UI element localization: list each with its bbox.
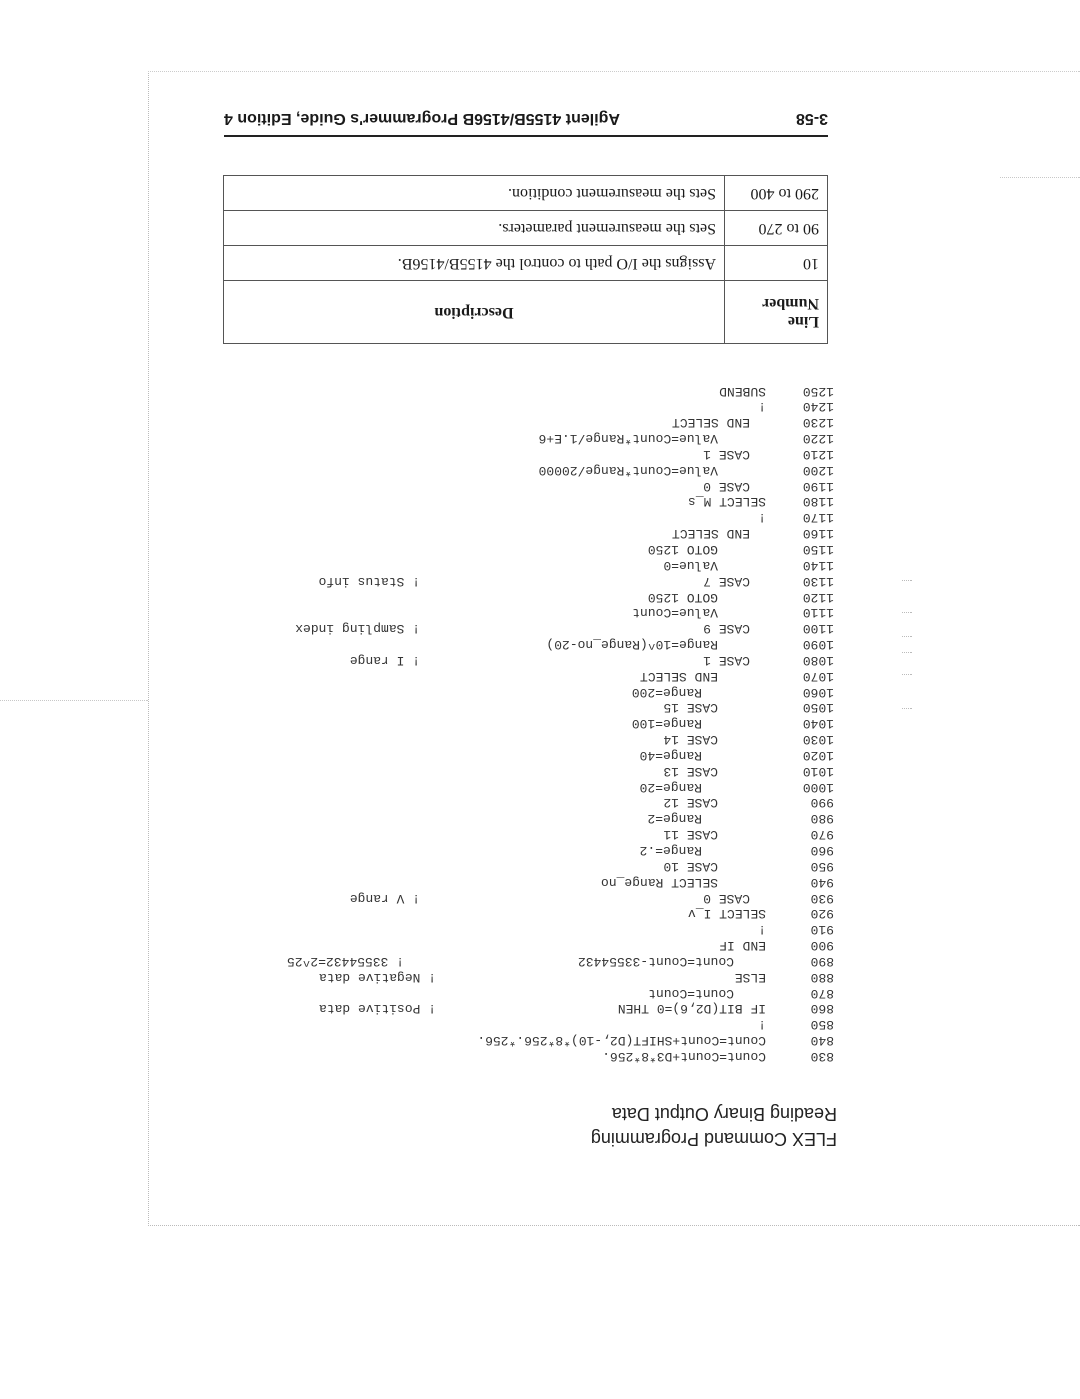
code-line-number: 880	[810, 969, 834, 985]
code-line-number: 1100	[802, 621, 834, 637]
code-comment	[194, 985, 404, 1001]
table-row	[224, 246, 828, 281]
code-line-number: 1180	[802, 494, 834, 510]
code-comment	[194, 525, 420, 541]
code-line-number: 950	[810, 858, 834, 874]
code-statement: END SELECT	[639, 668, 718, 684]
code-comment	[194, 874, 388, 890]
code-statement: Range=.2	[639, 843, 702, 859]
section-title: Reading Binary Output Data	[611, 1104, 837, 1124]
code-line	[194, 557, 834, 573]
code-line-number: 940	[810, 874, 834, 890]
code-statement: END IF	[719, 938, 766, 954]
code-line	[194, 525, 834, 541]
page-number: 3-58	[795, 110, 828, 127]
code-line	[194, 921, 834, 937]
code-line	[194, 906, 834, 922]
code-comment	[194, 700, 388, 716]
code-line	[194, 763, 834, 779]
code-line	[194, 684, 834, 700]
code-line	[194, 383, 834, 399]
code-comment	[194, 937, 436, 953]
code-line	[194, 826, 834, 842]
code-statement: Range=200	[631, 684, 702, 700]
code-line	[194, 462, 834, 478]
code-line-number: 980	[810, 811, 834, 827]
code-line	[194, 573, 834, 589]
code-line	[194, 969, 834, 985]
code-comment	[194, 446, 420, 462]
code-statement: SELECT I_v	[687, 906, 766, 922]
code-statement: ELSE	[734, 969, 766, 985]
code-line	[194, 509, 834, 525]
code-statement: CASE 7	[703, 573, 750, 589]
code-line	[194, 700, 834, 716]
code-line	[194, 1016, 834, 1032]
code-statement: Count=Count+SHIFT(D2,-10)*8*256.*256.	[477, 1033, 766, 1049]
code-line	[194, 1032, 834, 1048]
code-statement: CASE 1	[703, 446, 750, 462]
code-statement: CASE 12	[663, 795, 718, 811]
code-statement: !	[758, 510, 766, 526]
code-statement: Value=Count*Range/1.E+6	[538, 431, 718, 447]
code-comment: ! 33554432=2^25	[286, 953, 404, 969]
code-line	[194, 1001, 834, 1017]
code-statement: CASE 1	[703, 652, 750, 668]
code-line-number: 850	[810, 1017, 834, 1033]
code-statement: SELECT M_s	[687, 494, 766, 510]
code-line-number: 1080	[802, 652, 834, 668]
code-comment	[194, 541, 388, 557]
code-statement: GOTO 1250	[647, 589, 718, 605]
code-comment	[194, 636, 388, 652]
line-number-header: Line Number	[725, 281, 828, 344]
code-comment	[194, 1032, 436, 1048]
code-statement: CASE 10	[663, 858, 718, 874]
code-line-number: 870	[810, 985, 834, 1001]
code-comment	[194, 795, 388, 811]
code-comment: ! Status info	[318, 573, 420, 589]
code-statement: SELECT Range_no	[600, 874, 718, 890]
code-comment	[194, 811, 372, 827]
code-line-number: 1140	[802, 557, 834, 573]
code-line-number: 910	[810, 922, 834, 938]
code-line-number: 920	[810, 906, 834, 922]
description-cell: Sets the measurement condition.	[224, 176, 725, 211]
code-statement: CASE 14	[663, 732, 718, 748]
code-line-number: 900	[810, 938, 834, 954]
code-statement: SUBEND	[719, 383, 766, 399]
code-comment	[194, 826, 388, 842]
code-comment	[194, 494, 436, 510]
code-line-number: 860	[810, 1001, 834, 1017]
scan-specks	[892, 569, 912, 709]
code-line	[194, 731, 834, 747]
table-row	[224, 176, 828, 211]
code-line-number: 1130	[802, 573, 834, 589]
code-comment	[194, 779, 372, 795]
code-comment	[194, 509, 436, 525]
code-comment: ! Negative data	[318, 969, 436, 985]
code-comment	[194, 906, 436, 922]
code-line-number: 1210	[802, 446, 834, 462]
code-line	[194, 430, 834, 446]
code-statement: !	[758, 399, 766, 415]
code-comment	[194, 399, 436, 415]
code-comment	[194, 414, 420, 430]
code-comment	[194, 731, 388, 747]
code-line	[194, 668, 834, 684]
code-comment	[194, 747, 372, 763]
code-statement: !	[758, 1017, 766, 1033]
code-line-number: 1040	[802, 716, 834, 732]
line-number-cell: 290 to 400	[725, 176, 828, 211]
code-comment	[194, 668, 388, 684]
code-line-number: 1000	[802, 779, 834, 795]
code-comment	[194, 557, 388, 573]
code-statement: END SELECT	[671, 415, 750, 431]
code-comment	[194, 715, 372, 731]
code-statement: IF BIT(D2,6)=0 THEN	[617, 1001, 766, 1017]
code-comment	[194, 383, 436, 399]
code-line	[194, 953, 834, 969]
description-cell: Sets the measurement parameters.	[224, 211, 725, 246]
line-number-cell: 90 to 270	[725, 211, 828, 246]
code-line-number: 1120	[802, 589, 834, 605]
code-line	[194, 605, 834, 621]
code-comment: ! I range	[349, 652, 420, 668]
line-number-cell: 10	[725, 246, 828, 281]
code-comment	[194, 858, 388, 874]
code-statement: CASE 9	[703, 621, 750, 637]
code-statement: CASE 13	[663, 763, 718, 779]
code-line	[194, 541, 834, 557]
code-line	[194, 1048, 834, 1064]
code-line	[194, 747, 834, 763]
code-statement: CASE 0	[703, 890, 750, 906]
stray-line	[0, 700, 148, 701]
code-line-number: 830	[810, 1049, 834, 1064]
code-line	[194, 874, 834, 890]
code-comment	[194, 684, 372, 700]
code-line	[194, 494, 834, 510]
code-line-number: 1160	[802, 526, 834, 542]
code-comment	[194, 1016, 436, 1032]
code-line-number: 1200	[802, 462, 834, 478]
code-statement: END SELECT	[671, 526, 750, 542]
code-line	[194, 478, 834, 494]
code-line	[194, 937, 834, 953]
code-line-number: 840	[810, 1033, 834, 1049]
code-line	[194, 620, 834, 636]
footer-rule	[224, 135, 828, 137]
code-line-number: 1030	[802, 732, 834, 748]
code-comment: ! V range	[349, 890, 420, 906]
code-line-number: 1190	[802, 478, 834, 494]
code-comment	[194, 478, 420, 494]
code-line	[194, 842, 834, 858]
code-line-number: 1060	[802, 684, 834, 700]
code-line-number: 970	[810, 827, 834, 843]
code-line-number: 1240	[802, 399, 834, 415]
code-statement: Range=2	[647, 811, 702, 827]
code-line	[194, 779, 834, 795]
code-statement: Value=Count*Range/20000	[538, 462, 718, 478]
code-line-number: 960	[810, 843, 834, 859]
code-statement: Count=Count+D3*8*256.	[602, 1049, 766, 1064]
frame-top-line	[148, 1225, 1080, 1226]
code-listing	[194, 383, 834, 1064]
frame-bottom-line	[148, 71, 1080, 72]
code-statement: Range=100	[631, 716, 702, 732]
code-statement: Count=Count	[648, 985, 734, 1001]
code-line-number: 1170	[802, 510, 834, 526]
code-comment	[194, 430, 388, 446]
code-line-number: 1250	[802, 383, 834, 399]
code-line	[194, 446, 834, 462]
code-line	[194, 414, 834, 430]
table-header-row	[224, 281, 828, 344]
code-statement: CASE 11	[663, 827, 718, 843]
stray-line	[1000, 177, 1080, 178]
description-cell: Assigns the I/O path to control the 4155B/4156B.	[224, 246, 725, 281]
code-line	[194, 985, 834, 1001]
code-comment	[194, 605, 388, 621]
code-comment	[194, 462, 388, 478]
code-statement: Value=0	[663, 557, 718, 573]
code-line-number: 1230	[802, 415, 834, 431]
code-line	[194, 589, 834, 605]
code-line	[194, 795, 834, 811]
table-row	[224, 211, 828, 246]
description-header: Description	[224, 281, 725, 344]
code-statement: Count=Count-33554432	[577, 953, 734, 969]
code-comment: ! Sampling index	[295, 621, 420, 637]
code-statement: CASE 0	[703, 478, 750, 494]
code-line-number: 890	[810, 953, 834, 969]
code-line-number: 1220	[802, 431, 834, 447]
footer-title: Agilent 4155B/4156B Programmer's Guide, Edition 4	[224, 110, 620, 127]
code-statement: GOTO 1250	[647, 542, 718, 557]
code-line-number: 990	[810, 795, 834, 811]
code-statement: Value=Count	[632, 605, 718, 621]
chapter-title: FLEX Command Programming	[590, 1129, 837, 1149]
code-line	[194, 858, 834, 874]
code-line-number: 1090	[802, 637, 834, 653]
code-line-number: 1050	[802, 700, 834, 716]
code-comment	[194, 1048, 436, 1064]
code-line-number: 1070	[802, 668, 834, 684]
code-comment: ! Positive data	[318, 1001, 436, 1017]
code-line	[194, 636, 834, 652]
code-line	[194, 652, 834, 668]
code-comment	[194, 763, 388, 779]
code-line	[194, 715, 834, 731]
code-comment	[194, 589, 388, 605]
code-line-number: 1110	[802, 605, 834, 621]
code-statement: Range=10^(Range_no-20)	[546, 637, 718, 653]
code-line-number: 1020	[802, 747, 834, 763]
code-statement: !	[758, 922, 766, 938]
code-statement: Range=40	[639, 747, 702, 763]
description-table	[223, 175, 828, 344]
code-comment	[194, 921, 436, 937]
code-comment	[194, 842, 372, 858]
frame-right-line	[148, 71, 149, 1226]
code-line-number: 1150	[802, 542, 834, 557]
code-line	[194, 890, 834, 906]
code-statement: CASE 15	[663, 700, 718, 716]
code-statement: Range=20	[639, 779, 702, 795]
code-line	[194, 811, 834, 827]
code-line-number: 1010	[802, 763, 834, 779]
code-line-number: 930	[810, 890, 834, 906]
code-line	[194, 399, 834, 415]
